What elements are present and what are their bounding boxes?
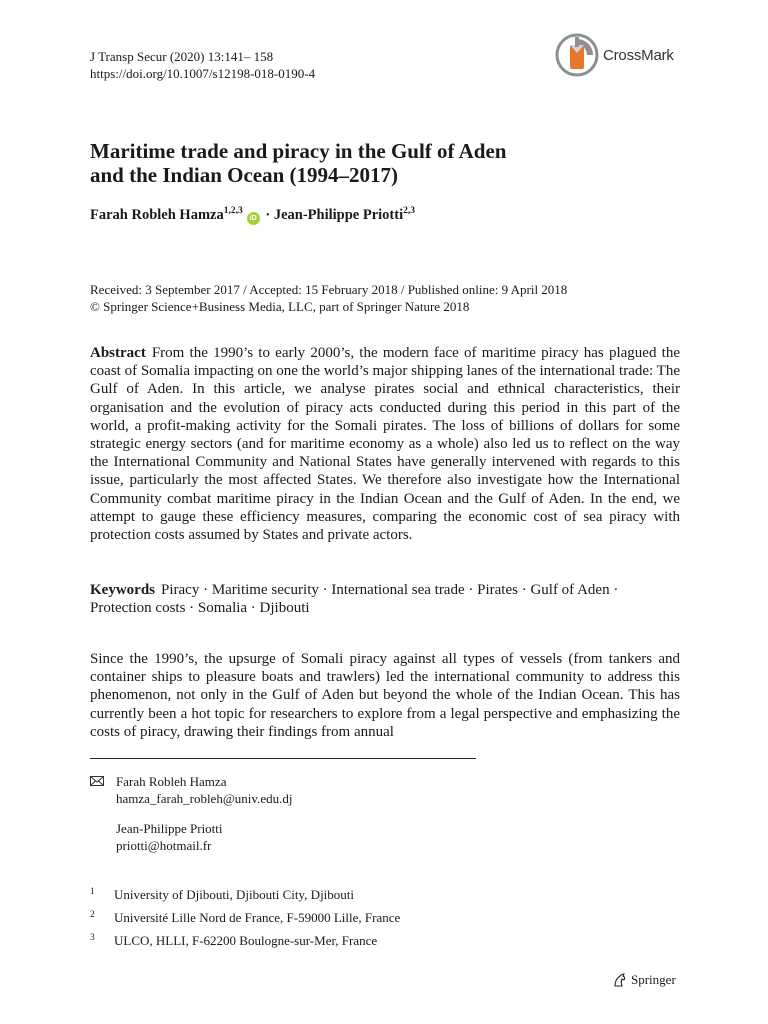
affiliation-number: 2: [90, 910, 95, 920]
article-title: [90, 139, 650, 187]
affiliation-number: 3: [90, 933, 95, 943]
body-paragraph: Since the 1990’s, the upsurge of Somali piracy against all types of vessels (from tankers and container ships to pleasure boats and trawlers) led the international community to address this phenomenon, not only in the Gulf of Aden but beyond the whole of the Indian Ocean. This has currently been a hot topic for researchers to explore from a legal perspective and emphasizing the costs of piracy, drawing their findings from annual: [90, 651, 680, 740]
affiliation-text: University of Djibouti, Djibouti City, Djibouti: [114, 887, 355, 902]
footnote-divider: [90, 758, 476, 759]
keywords-label: Keywords: [90, 582, 155, 598]
springer-logo: [612, 972, 676, 988]
correspondence-block: [90, 773, 490, 853]
affiliation-number: 1: [90, 887, 95, 897]
affiliation-1: [90, 884, 354, 903]
envelope-icon: [90, 776, 104, 786]
corresponding-author-email[interactable]: hamza_farah_robleh@univ.edu.dj: [116, 791, 293, 806]
author-separator: ·: [265, 207, 271, 223]
author-list: [90, 206, 415, 225]
journal-citation: J Transp Secur (2020) 13:141– 158: [90, 49, 274, 64]
author-2-affiliation-marks: 2,3: [403, 206, 415, 216]
journal-header: [90, 48, 315, 82]
copyright-notice: © Springer Science+Business Media, LLC, part of Springer Nature 2018: [90, 299, 470, 314]
springer-label: Springer: [631, 972, 676, 987]
abstract-label: Abstract: [90, 345, 146, 361]
second-author-name: Jean-Philippe Priotti: [116, 821, 223, 836]
corresponding-author-name: Farah Robleh Hamza: [116, 774, 227, 789]
affiliation-text: ULCO, HLLI, F-62200 Boulogne-sur-Mer, France: [114, 933, 378, 948]
crossmark-badge[interactable]: [555, 33, 681, 77]
second-author-email[interactable]: priotti@hotmail.fr: [116, 838, 212, 853]
affiliation-2: [90, 907, 400, 926]
orcid-icon[interactable]: iD: [247, 212, 260, 225]
affiliation-3: [90, 930, 377, 949]
author-name-2[interactable]: Jean-Philippe Priotti: [273, 207, 404, 223]
springer-horse-icon: [612, 972, 628, 988]
title-line-1: Maritime trade and piracy in the Gulf of Aden: [90, 139, 507, 163]
doi-link[interactable]: https://doi.org/10.1007/s12198-018-0190-4: [90, 66, 316, 81]
affiliation-text: Université Lille Nord de France, F-59000 Lille, France: [114, 910, 401, 925]
article-history: [90, 281, 567, 315]
abstract-text: From the 1990’s to early 2000’s, the modern face of maritime piracy has plagued the coast of Somalia impacting on one the world’s major shipping lanes of the international trade: The Gulf of Aden. In this article, we analyse pirates social and ethnical characteristics, their organisation and the evolution of piracy acts conducted during this period in this part of the world, a profit-making activity for the Somali pirates. The loss of billions of dollars for some strategic energy sectors (and for maritime economy as a whole) also led us to reflect on the way the International Community and National States have generally intervened with regards to this issue, particularly the most affected States. We therefore also investigate how the International Community combat maritime piracy in the Indian Ocean and the Gulf of Aden. In the end, we attempt to gauge these efficiency measures, comparing the economic cost of sea piracy with protection costs assumed by States and private actors.: [90, 345, 680, 544]
author-1-affiliation-marks: 1,2,3: [223, 206, 243, 216]
keywords-text: Piracy · Maritime security · International sea trade · Pirates · Gulf of Aden · Protection costs · Somalia · Djibouti: [90, 582, 619, 617]
history-dates: Received: 3 September 2017 / Accepted: 15 February 2018 / Published online: 9 April 2018: [90, 282, 568, 297]
author-name-1[interactable]: Farah Robleh Hamza: [90, 207, 224, 223]
crossmark-icon: [555, 33, 599, 77]
crossmark-label: CrossMark: [603, 46, 674, 64]
keywords-section: [90, 581, 680, 617]
abstract-section: [90, 344, 680, 544]
title-line-2: and the Indian Ocean (1994–2017): [90, 163, 399, 187]
